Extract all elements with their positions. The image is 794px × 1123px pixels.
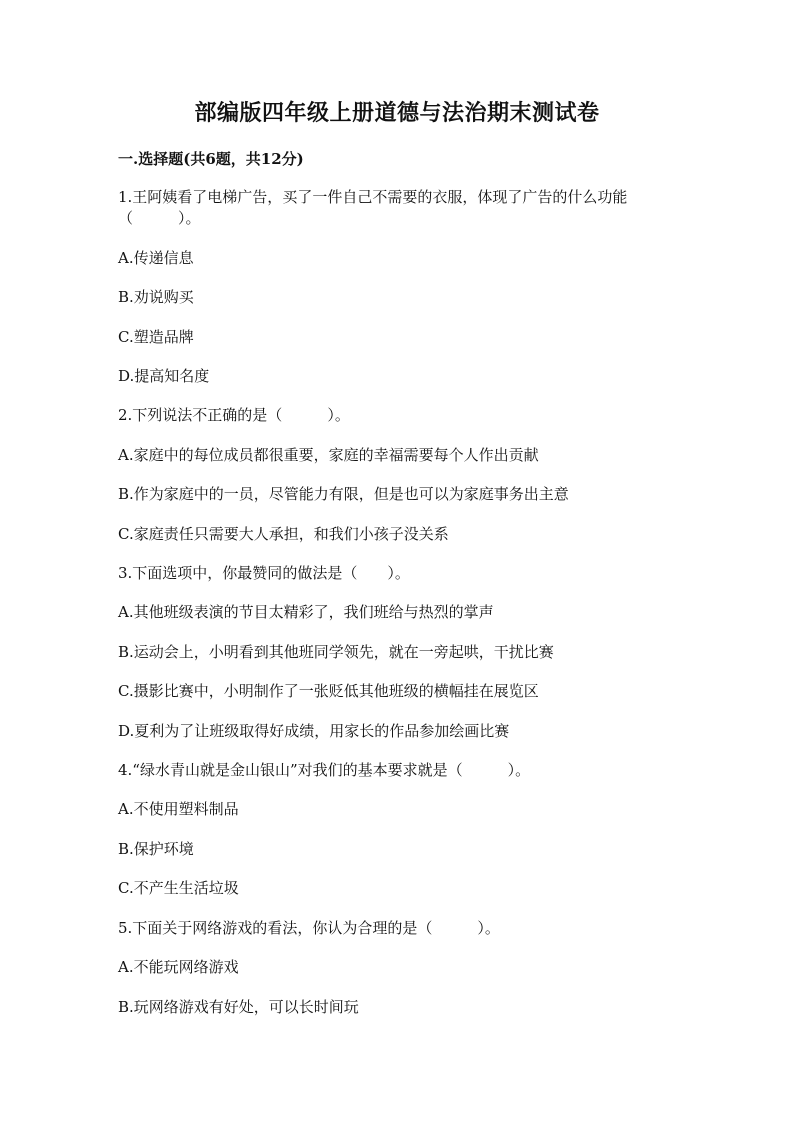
question-5-stem: 5.下面关于网络游戏的看法，你认为合理的是（ ）。 <box>118 919 500 937</box>
question-1-stem-cont: （ ）。 <box>118 209 201 227</box>
question-5-option-b: B.玩网络游戏有好处，可以长时间玩 <box>118 998 359 1016</box>
question-1-option-b: B.劝说购买 <box>118 288 194 306</box>
question-1-stem: 1.王阿姨看了电梯广告，买了一件自己不需要的衣服，体现了广告的什么功能 <box>118 188 628 206</box>
question-3-option-a: A.其他班级表演的节目太精彩了，我们班给与热烈的掌声 <box>118 603 494 621</box>
section-heading: 一.选择题(共6题，共12分) <box>118 150 304 168</box>
question-3-option-b: B.运动会上，小明看到其他班同学领先，就在一旁起哄，干扰比赛 <box>118 643 554 661</box>
question-2-stem: 2.下列说法不正确的是（ ）。 <box>118 406 350 424</box>
question-1-option-a: A.传递信息 <box>118 249 194 267</box>
page-title: 部编版四年级上册道德与法治期末测试卷 <box>194 100 600 126</box>
question-1-option-d: D.提高知名度 <box>118 367 210 385</box>
question-3-option-d: D.夏利为了让班级取得好成绩，用家长的作品参加绘画比赛 <box>118 722 510 740</box>
question-4-stem: 4.“绿水青山就是金山银山”对我们的基本要求就是（ ）。 <box>118 761 531 779</box>
question-4-option-c: C.不产生生活垃圾 <box>118 879 239 897</box>
question-1-option-c: C.塑造品牌 <box>118 328 194 346</box>
question-5-option-a: A.不能玩网络游戏 <box>118 958 239 976</box>
question-4-option-b: B.保护环境 <box>118 840 194 858</box>
question-2-option-c: C.家庭责任只需要大人承担，和我们小孩子没关系 <box>118 525 449 543</box>
question-4-option-a: A.不使用塑料制品 <box>118 800 239 818</box>
question-2-option-a: A.家庭中的每位成员都很重要，家庭的幸福需要每个人作出贡献 <box>118 446 539 464</box>
question-2-option-b: B.作为家庭中的一员，尽管能力有限，但是也可以为家庭事务出主意 <box>118 485 569 503</box>
question-3-option-c: C.摄影比赛中，小明制作了一张贬低其他班级的横幅挂在展览区 <box>118 682 539 700</box>
question-3-stem: 3.下面选项中，你最赞同的做法是（ ）。 <box>118 564 410 582</box>
